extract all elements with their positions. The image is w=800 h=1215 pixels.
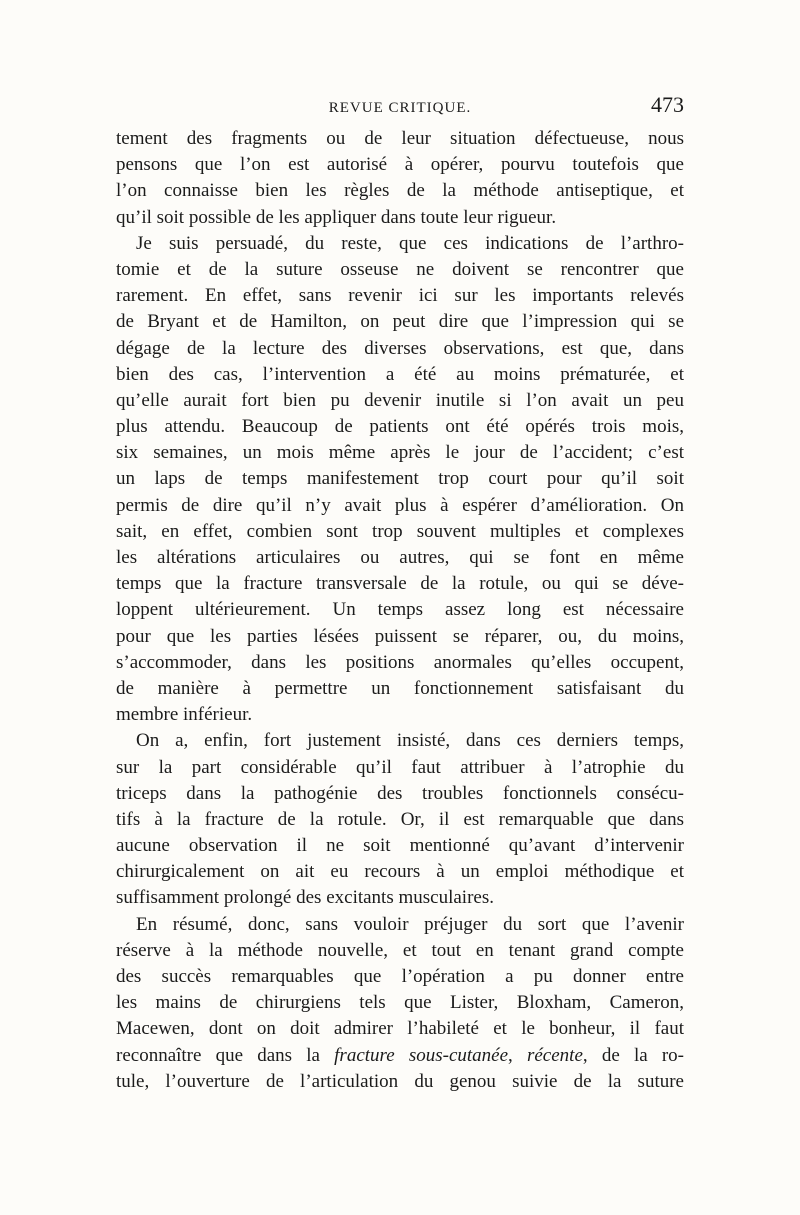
text-line: Je suis persuadé, du reste, que ces indications de l’arthro- [136, 232, 684, 254]
paragraph [116, 126, 684, 231]
text-line: rarement. En effet, sans revenir ici sur les importants relevés [116, 285, 684, 307]
text-line: tement des fragments ou de leur situation défectueuse, nous [116, 128, 684, 149]
text-line: temps que la fracture transversale de la rotule, ou qui se déve- [116, 573, 684, 595]
paragraph [116, 912, 684, 1043]
paragraph [116, 728, 684, 911]
text-line: plus attendu. Beaucoup de patients ont été opérés trois mois, [116, 416, 684, 438]
text-line: les altérations articulaires ou autres, qui se font en même [116, 547, 684, 568]
text-line: pensons que l’on est autorisé à opérer, pourvu toutefois que [116, 154, 684, 176]
paragraph [116, 231, 684, 729]
page-header [116, 92, 684, 122]
text-line: réserve à la méthode nouvelle, et tout en tenant grand compte [116, 939, 684, 961]
text-line: sur la part considérable qu’il faut attribuer à l’atrophie du [116, 756, 684, 778]
text-line: un laps de temps manifestement trop court pour qu’il soit [116, 468, 684, 490]
body-text [116, 126, 684, 1095]
text-line: triceps dans la pathogénie des troubles fonctionnels consécu- [116, 782, 684, 804]
text-line: En résumé, donc, sans vouloir préjuger du sort que l’avenir [136, 913, 684, 935]
text-line: tule, l’ouverture de l’articulation du genou suivie de la suture [116, 1070, 684, 1092]
text-line: de Bryant et de Hamilton, on peut dire que l’impression qui se [116, 311, 684, 333]
text-line: On a, enfin, fort justement insisté, dans ces derniers temps, [136, 730, 684, 752]
paragraphs [116, 126, 684, 1043]
text-line: chirurgicalement on ait eu recours à un emploi méthodique et [116, 861, 684, 883]
text-line: bien des cas, l’intervention a été au moins prématurée, et [116, 363, 684, 385]
text-line: suffisamment prolongé des excitants musculaires. [116, 887, 494, 909]
text-line: les mains de chirurgiens tels que Lister, Bloxham, Cameron, [116, 992, 684, 1014]
text-line: sait, en effet, combien sont trop souvent multiples et complexes [116, 520, 684, 542]
text-line: loppent ultérieurement. Un temps assez long est nécessaire [116, 599, 684, 621]
text-line: permis de dire qu’il n’y avait plus à espérer d’amélioration. On [116, 494, 684, 516]
text-segment: reconnaître que dans la [116, 1044, 335, 1066]
text-line: pour que les parties lésées puissent se réparer, ou, du moins, [116, 625, 684, 647]
text-line: qu’elle aurait fort bien pu devenir inutile si l’on avait un peu [116, 389, 684, 411]
text-line: s’accommoder, dans les positions anormales qu’elles occupent, [116, 651, 684, 673]
text-line: aucune observation il ne soit mentionné qu’avant d’intervenir [116, 835, 684, 857]
text-line: de manière à permettre un fonctionnement satisfaisant du [116, 677, 684, 699]
text-line: membre inférieur. [116, 704, 253, 726]
text-segment: , de la ro- [582, 1044, 684, 1066]
text-line: qu’il soit possible de les appliquer dans toute leur rigueur. [116, 206, 557, 228]
text-segment: , [508, 1044, 527, 1066]
text-line: l’on connaisse bien les règles de la méthode antiseptique, et [116, 180, 684, 202]
text-line: tomie et de la suture osseuse ne doivent se rencontrer que [116, 258, 684, 280]
text-line: dégage de la lecture des diverses observations, est que, dans [116, 337, 684, 359]
text-line: des succès remarquables que l’opération a pu donner entre [116, 966, 684, 987]
italic-phrase: récente [526, 1044, 583, 1066]
running-head: REVUE CRITIQUE. [328, 100, 472, 116]
text-line: tifs à la fracture de la rotule. Or, il est remarquable que dans [116, 808, 684, 830]
text-line-italic [116, 1043, 684, 1069]
text-line: Macewen, dont on doit admirer l’habileté et le bonheur, il faut [116, 1018, 684, 1040]
italic-phrase: fracture sous-cutanée [334, 1044, 509, 1066]
page-number: 473 [651, 92, 684, 117]
text-line: six semaines, un mois même après le jour de l’accident; c’est [116, 442, 684, 464]
